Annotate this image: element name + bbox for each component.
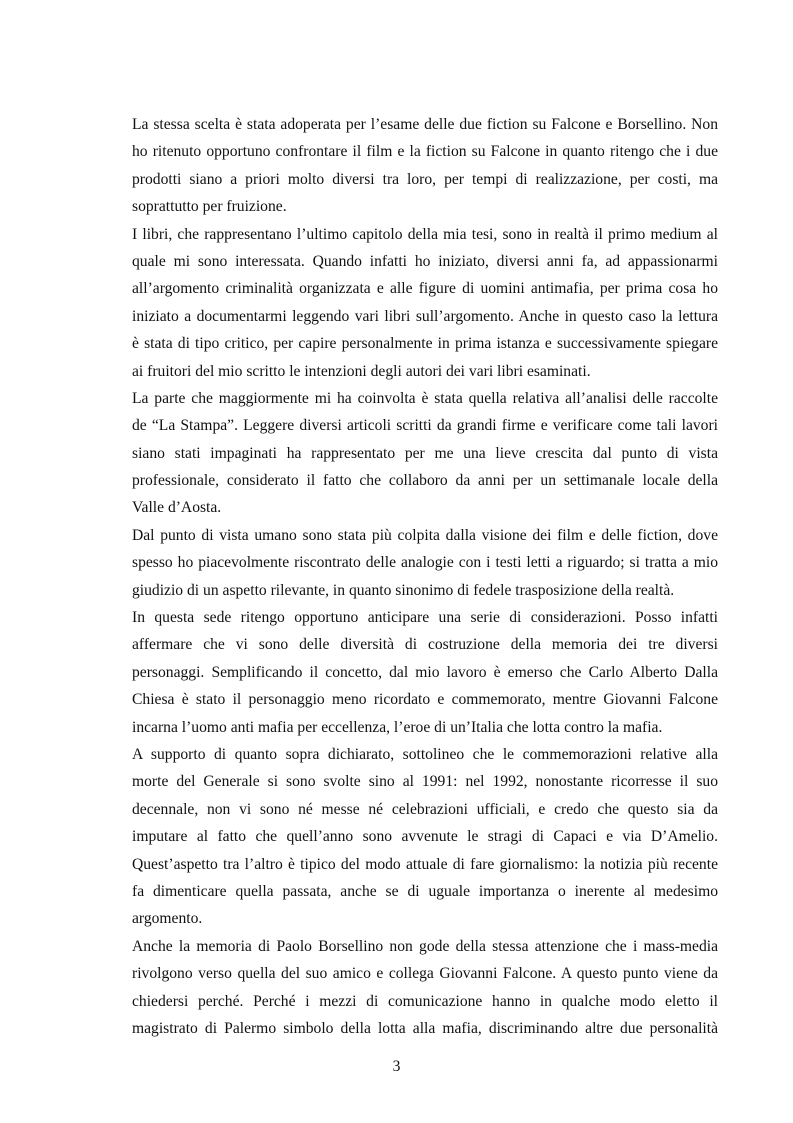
text-line: spesso ho piacevolmente riscontrato delle analogie con i testi letti a riguardo; si tratta a mio (132, 554, 718, 572)
paragraph (132, 741, 718, 933)
page-number: 3 (392, 1058, 401, 1075)
text-line: morte del Generale si sono svolte sino al 1991: nel 1992, nonostante ricorresse il suo (132, 773, 718, 791)
text-line: fa dimenticare quella passata, anche se di uguale importanza o inerente al medesimo (132, 882, 718, 900)
text-line: iniziato a documentarmi leggendo vari libri sull’argomento. Anche in questo caso la lettura (132, 307, 718, 325)
text-line: I libri, che rappresentano l’ultimo capitolo della mia tesi, sono in realtà il primo medium al (132, 225, 718, 243)
text-line: Valle d’Aosta. (132, 499, 222, 517)
text-line: ai fruitori del mio scritto le intenzioni degli autori dei vari libri esaminati. (132, 362, 591, 380)
text-line: A supporto di quanto sopra dichiarato, sottolineo che le commemorazioni relative alla (132, 745, 718, 763)
text-line: personaggi. Semplificando il concetto, dal mio lavoro è emerso che Carlo Alberto Dalla (132, 663, 718, 681)
text-line: quale mi sono interessata. Quando infatti ho iniziato, diversi anni fa, ad appassionarmi (132, 252, 718, 270)
text-line: professionale, considerato il fatto che collaboro da anni per un settimanale locale della (132, 472, 718, 490)
paragraph (132, 522, 718, 604)
text-line: soprattutto per fruizione. (132, 198, 287, 216)
text-line: affermare che vi sono delle diversità di costruzione della memoria dei tre diversi (132, 636, 718, 654)
text-line: giudizio di un aspetto rilevante, in quanto sinonimo di fedele trasposizione della realtà. (132, 581, 675, 599)
paragraph (132, 221, 718, 385)
text-line: de “La Stampa”. Leggere diversi articoli scritti da grandi firme e verificare come tali lavori (132, 417, 718, 435)
paragraph (132, 604, 718, 741)
text-line: è stata di tipo critico, per capire personalmente in prima istanza e successivamente spiegare (132, 335, 718, 353)
paragraph (132, 933, 718, 1043)
text-line: chiedersi perché. Perché i mezzi di comunicazione hanno in qualche modo eletto il (132, 992, 718, 1010)
text-line: La parte che maggiormente mi ha coinvolta è stata quella relativa all’analisi delle raccolte (132, 389, 718, 407)
text-line: siano stati impaginati ha rappresentato per me una lieve crescita dal punto di vista (132, 444, 718, 462)
text-line: Dal punto di vista umano sono stata più colpita dalla visione dei film e delle fiction, dove (132, 526, 718, 544)
text-line: incarna l’uomo anti mafia per eccellenza, l’eroe di un’Italia che lotta contro la mafia. (132, 718, 663, 736)
text-line: decennale, non vi sono né messe né celebrazioni ufficiali, e credo che questo sia da (132, 800, 718, 818)
text-line: La stessa scelta è stata adoperata per l’esame delle due fiction su Falcone e Borsellino. Non (132, 116, 718, 133)
body-text (132, 111, 718, 1042)
text-line: all’argomento criminalità organizzata e alle figure di uomini antimafia, per prima cosa ho (132, 280, 718, 298)
text-line: ho ritenuto opportuno confrontare il film e la fiction su Falcone in quanto ritengo che i due (132, 143, 718, 161)
text-line: In questa sede ritengo opportuno anticipare una serie di considerazioni. Posso infatti (132, 609, 718, 627)
text-line: Chiesa è stato il personaggio meno ricordato e commemorato, mentre Giovanni Falcone (132, 691, 718, 709)
text-line: Quest’aspetto tra l’altro è tipico del modo attuale di fare giornalismo: la notizia più recente (132, 855, 718, 873)
text-line: magistrato di Palermo simbolo della lotta alla mafia, discriminando altre due personalità (132, 1019, 718, 1037)
text-line: Anche la memoria di Paolo Borsellino non gode della stessa attenzione che i mass-media (132, 937, 718, 955)
text-line: argomento. (132, 910, 203, 928)
text-line: prodotti siano a priori molto diversi tra loro, per tempi di realizzazione, per costi, ma (132, 170, 718, 188)
paragraph (132, 111, 718, 221)
text-line: rivolgono verso quella del suo amico e collega Giovanni Falcone. A questo punto viene da (132, 965, 718, 983)
text-line: imputare al fatto che quell’anno sono avvenute le stragi di Capaci e via D’Amelio. (132, 828, 718, 846)
paragraph (132, 385, 718, 522)
